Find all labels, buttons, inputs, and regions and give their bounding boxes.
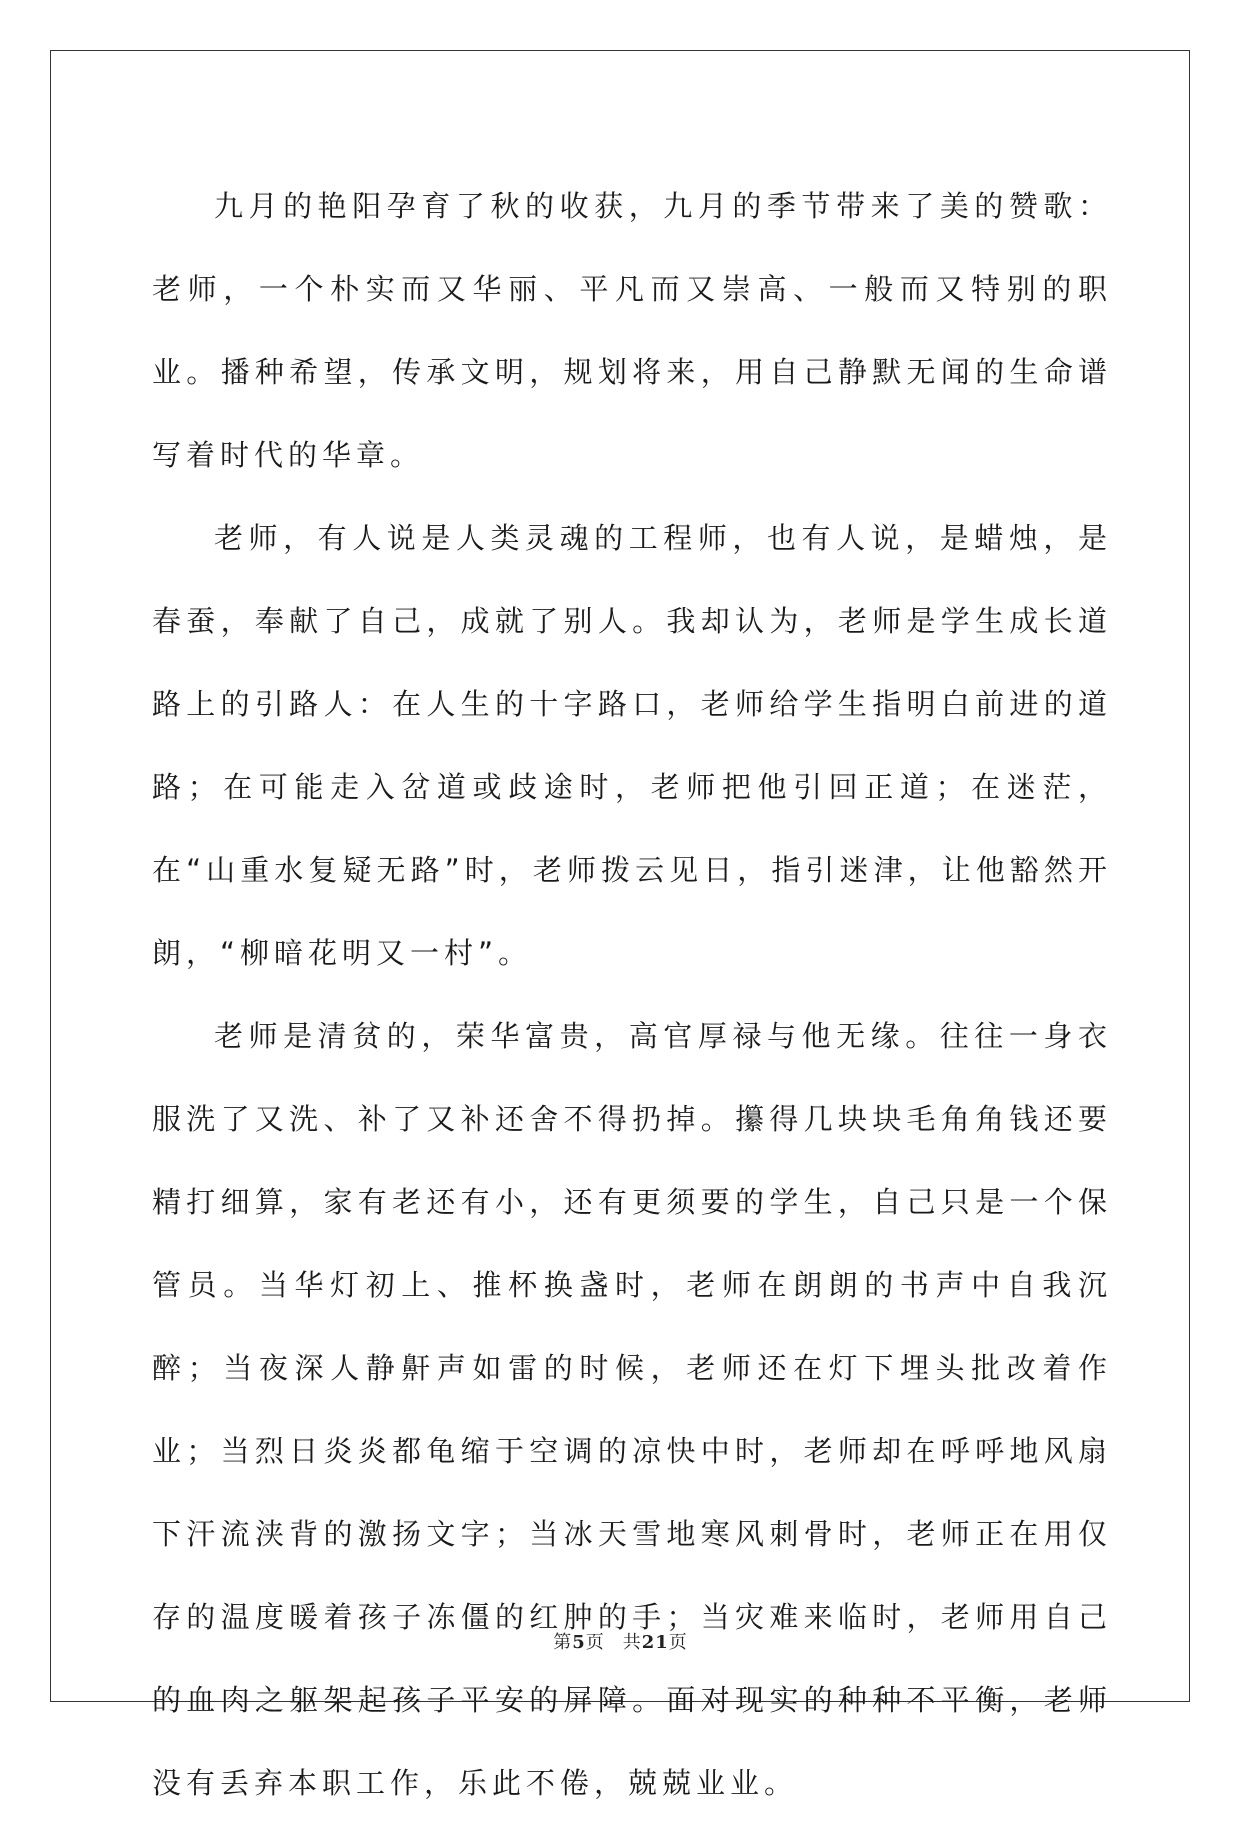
page-prefix: 第: [553, 1632, 573, 1653]
page-footer: [0, 1628, 1241, 1654]
page-unit: 页: [585, 1632, 605, 1653]
total-unit: 页: [668, 1632, 688, 1653]
total-prefix: 共: [622, 1632, 642, 1653]
paragraph-3: 老师是清贫的，荣华富贵，高官厚禄与他无缘。往往一身衣服洗了又洗、补了又补还舍不得扔掉。攥得几块块毛角角钱还要精打细算，家有老还有小，还有更须要的学生，自己只是一个保管员。当华灯初上、推杯换盏时，老师在朗朗的书声中自我沉醉；当夜深人静鼾声如雷的时候，老师还在灯下埋头批改着作业；当烈日炎炎都龟缩于空调的凉快中时，老师却在呼呼地风扇下汗流浃背的激扬文字；当冰天雪地寒风刺骨时，老师正在用仅存的温度暖着孩子冻僵的红肿的手；当灾难来临时，老师用自己的血肉之躯架起孩子平安的屏障。面对现实的种种不平衡，老师没有丢弃本职工作，乐此不倦，兢兢业业。: [152, 1019, 1112, 1800]
total-pages: 21: [641, 1632, 669, 1653]
paragraph-2: 老师，有人说是人类灵魂的工程师，也有人说，是蜡烛，是春蚕，奉献了自己，成就了别人。我却认为，老师是学生成长道路上的引路人：在人生的十字路口，老师给学生指明白前进的道路；在可能走入岔道或歧途时，老师把他引回正道；在迷茫，在“山重水复疑无路”时，老师拨云见日，指引迷津，让他豁然开朗，“柳暗花明又一村”。: [152, 521, 1112, 970]
page-number: 5: [572, 1632, 586, 1653]
paragraph-1: 九月的艳阳孕育了秋的收获，九月的季节带来了美的赞歌：老师，一个朴实而又华丽、平凡而又崇高、一般而又特别的职业。播种希望，传承文明，规划将来，用自己静默无闻的生命谱写着时代的华章。: [152, 189, 1112, 472]
document-body: [152, 165, 1112, 1825]
